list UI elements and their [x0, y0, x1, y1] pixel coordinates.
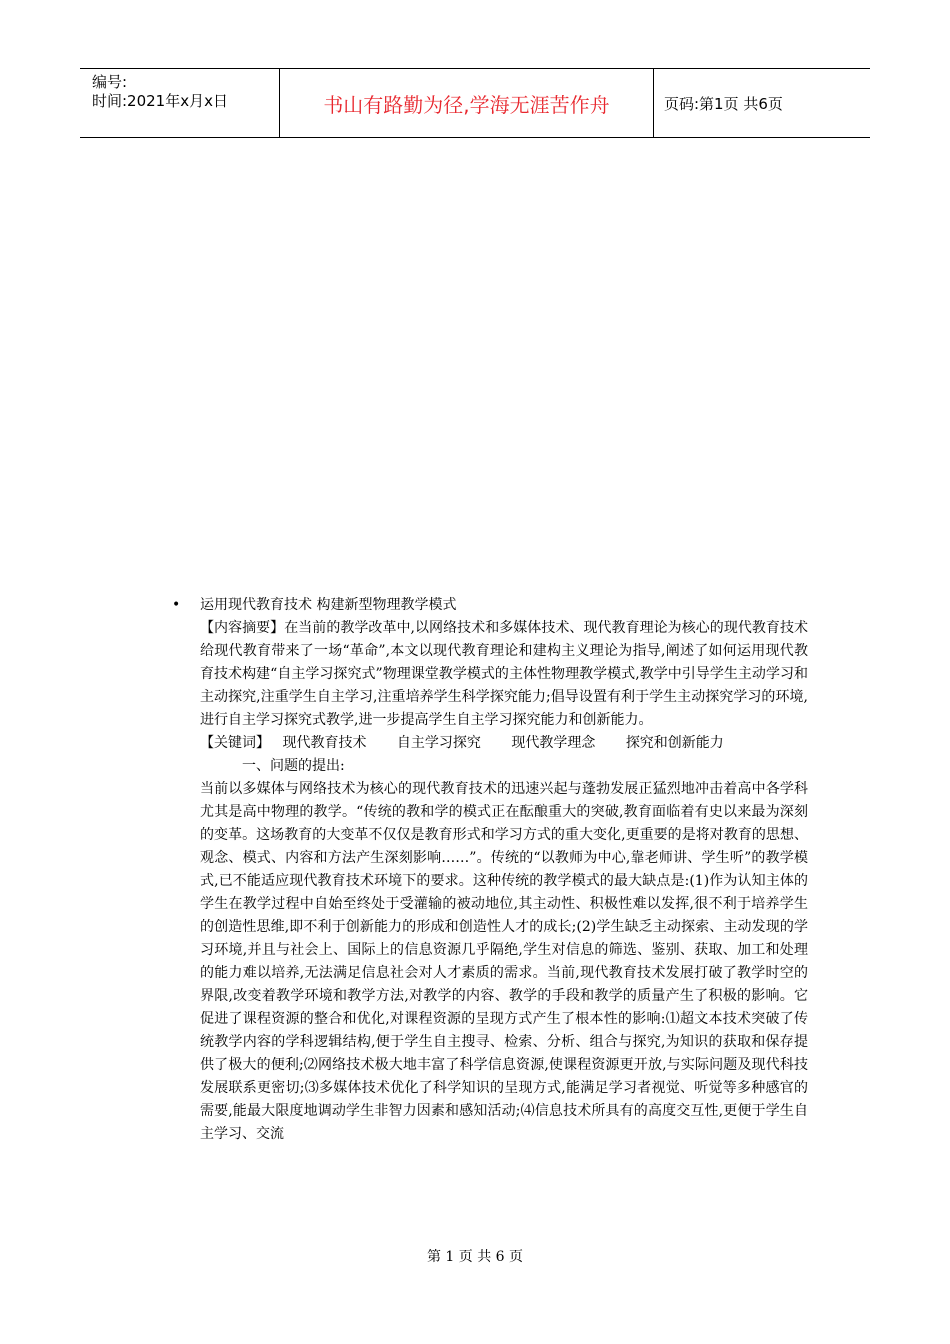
- page-footer: 第 1 页 共 6 页: [426, 1249, 524, 1265]
- abstract-paragraph: 【内容摘要】在当前的教学改革中,以网络技术和多媒体技术、现代教育理论为核心的现代教育技术给现代教育带来了一场“革命”,本文以现代教育理论和建构主义理论为指导,阐述了如何运用现代教育技术构建“自主学习探究式”物理课堂教学模式的主体性物理教学模式,教学中引导学生主动学习和主动探究,注重学生自主学习,注重培养学生科学探究能力;倡导设置有利于学生主动探究学习的环境,进行自主学习探究式教学,进一步提高学生自主学习探究能力和创新能力。: [200, 620, 808, 728]
- time-label: 时间:2021年x月x日: [92, 92, 228, 110]
- keyword-item: 现代教学理念: [511, 735, 596, 751]
- number-label: 编号:: [92, 73, 128, 91]
- article-content: [172, 594, 808, 1146]
- bullet-icon: •: [172, 597, 181, 613]
- header-meta: [80, 69, 280, 137]
- keywords-line: [200, 732, 808, 755]
- section-heading: 一、问题的提出:: [242, 758, 345, 774]
- header-page-info: 页码:第1页 共6页: [664, 94, 783, 113]
- body-paragraph: 当前以多媒体与网络技术为核心的现代教育技术的迅速兴起与蓬勃发展正猛烈地冲击着高中各学科尤其是高中物理的教学。“传统的教和学的模式正在酝酿重大的突破,教育面临着有史以来最为深刻的变革。这场教育的大变革不仅仅是教育形式和学习方式的重大变化,更重要的是将对教育的思想、观念、模式、内容和方法产生深刻影响……”。传统的“以教师为中心,靠老师讲、学生听”的教学模式,已不能适应现代教育技术环境下的要求。这种传统的教学模式的最大缺点是:(1)作为认知主体的学生在教学过程中自始至终处于受灌输的被动地位,其主动性、积极性难以发挥,很不利于培养学生的创造性思维,即不利于创新能力的形成和创造性人才的成长;(2)学生缺乏主动探索、主动发现的学习环境,并且与社会上、国际上的信息资源几乎隔绝,学生对信息的筛选、鉴别、获取、加工和处理的能力难以培养,无法满足信息社会对人才素质的需求。当前,现代教育技术发展打破了教学时空的界限,改变着教学环境和教学方法,对教学的内容、教学的手段和教学的质量产生了积极的影响。它促进了课程资源的整合和优化,对课程资源的呈现方式产生了根本性的影响:⑴超文本技术突破了传统教学内容的学科逻辑结构,便于学生自主搜寻、检索、分析、组合与探究,为知识的获取和保存提供了极大的便利;⑵网络技术极大地丰富了科学信息资源,使课程资源更开放,与实际问题及现代科技发展联系更密切;⑶多媒体技术优化了科学知识的呈现方式,能满足学习者视觉、听觉等多种感官的需要,能最大限度地调动学生非智力因素和感知活动;⑷信息技术所具有的高度交互性,更便于学生自主学习、交流: [200, 781, 808, 1142]
- header-motto: 书山有路勤为径,学海无涯苦作舟: [280, 69, 654, 137]
- article-title: 运用现代教育技术 构建新型物理教学模式: [200, 597, 457, 613]
- keyword-item: 探究和创新能力: [625, 735, 724, 751]
- article-title-row: [172, 594, 808, 617]
- keywords-label: 【关键词】: [200, 735, 270, 751]
- keyword-item: 自主学习探究: [396, 735, 481, 751]
- page-header: [80, 68, 870, 138]
- keyword-item: 现代教育技术: [282, 735, 367, 751]
